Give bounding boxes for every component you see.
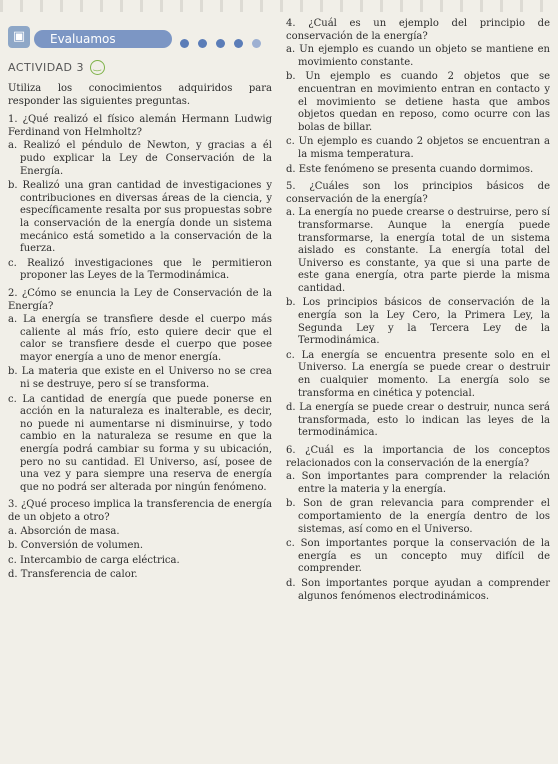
option-b[interactable]: b. Realizó una gran cantidad de investigaciones y contribuciones en diversas áreas de la ciencia, y específicamente resalta por sus propuestas sobre la conservación de la energía donde un sistema mecánico está sometido a la conservación de la fuerza. [8,180,272,255]
option-d[interactable]: d. Transferencia de calor. [8,569,138,581]
activity-text: ACTIVIDAD 3 [8,61,85,74]
dot [180,39,189,48]
option-a[interactable]: a. Son importantes para comprender la relación entre la materia y la energía. [286,471,550,495]
question-2 [8,288,272,495]
dot [252,39,261,48]
question-number: 6. [286,445,296,456]
question-text [286,445,550,470]
question-number: 2. [8,287,18,299]
dot [216,39,225,48]
question-4 [286,18,550,176]
question-text [8,499,272,524]
question-number: 3. [8,499,18,511]
option-a[interactable]: a. Un ejemplo es cuando un objeto se mantiene en movimiento constante. [286,44,550,68]
question-number: 1. [8,114,18,126]
option-c[interactable]: c. Realizó investigaciones que le permitieron proponer las Leyes de la Termodinámica. [8,257,272,282]
option-a[interactable]: a. La energía no puede crearse o destruirse, pero sí transformarse. Aunque la energía puede transformarse, la energía total de un sistema aislado es constante. La energía total del Universo es constante, ya que si una parte de este gana energía, otra parte pierde la misma cantidad. [286,207,550,294]
option-b[interactable]: b. Un ejemplo es cuando 2 objetos que se encuentran en movimiento entran en contacto y el movimiento se detiene hasta que ambos objetos quedan en reposo, como ocurre con las bolas de billar. [286,71,550,133]
right-column [286,18,550,605]
dot [198,39,207,48]
option-d[interactable]: d. Son importantes porque ayudan a comprender algunos fenómenos electrodinámicos. [286,577,550,602]
option-d[interactable]: d. La energía se puede crear o destruir, nunca será transformada, esto lo indican las leyes de la termodinámica. [286,402,550,439]
dot [234,39,243,48]
question-text [8,288,272,313]
question-text [286,18,550,43]
question-body: ¿Cuáles son los principios básicos de conservación de la energía? [286,181,551,205]
activity-label [8,60,272,75]
section-title: Evaluamos [50,32,116,46]
option-b[interactable]: b. Los principios básicos de conservación de la energía son la Ley Cero, la Primera Ley, la Segunda Ley y la Tercera Ley de la Termodinámica. [286,297,550,347]
option-c[interactable]: c. Intercambio de carga eléctrica. [8,554,180,566]
question-3 [8,499,272,582]
question-text [286,181,550,206]
option-a[interactable]: a. Absorción de masa. [8,525,120,537]
question-body: ¿Qué realizó el físico alemán Hermann Ludwig Ferdinand von Helmholtz? [8,114,272,138]
option-c[interactable]: c. La energía se encuentra presente solo en el Universo. La energía se puede crear o destruir en cualquier momento. La energía solo se transforma en cinética y potencial. [286,349,550,399]
question-5 [286,181,550,440]
section-banner [8,20,272,56]
option-d[interactable]: d. Este fenómeno se presenta cuando dormimos. [286,163,534,175]
question-1 [8,114,272,283]
question-6 [286,445,550,603]
question-text [8,114,272,139]
option-c[interactable]: c. Un ejemplo es cuando 2 objetos se encuentran a la misma temperatura. [286,136,550,160]
progress-dots [180,33,270,45]
book-icon: ▣ [8,26,30,48]
question-body: ¿Cuál es un ejemplo del principio de conservación de la energía? [286,18,550,42]
smile-icon: ‿ [90,60,105,75]
option-b[interactable]: b. Son de gran relevancia para comprender el comportamiento de la energía dentro de los sistemas, así como en el Universo. [286,498,550,535]
question-body: ¿Qué proceso implica la transferencia de energía de un objeto a otro? [8,499,272,523]
option-b[interactable]: b. Conversión de volumen. [8,540,144,552]
option-c[interactable]: c. La cantidad de energía que puede ponerse en acción en la naturaleza es inalterable, es decir, no puede ni aumentarse ni disminuirse, y todo cambio en la naturaleza se resume en que la energía podrá cambiar su forma y su ubicación, pero no su cantidad. El Universo, así, posee de una vez y para siempre una reserva de energía que no podrá ser alterada por ningún fenómeno. [8,393,272,493]
option-a[interactable]: a. Realizó el péndulo de Newton, y gracias a él pudo explicar la Ley de Conservación de la Energía. [8,140,272,177]
notebook-spiral [0,0,558,12]
question-body: ¿Cuál es la importancia de los conceptos relacionados con la conservación de la energía? [286,445,550,469]
instructions: Utiliza los conocimientos adquiridos para responder las siguientes preguntas. [8,83,272,107]
option-b[interactable]: b. La materia que existe en el Universo no se crea ni se destruye, pero sí se transforma. [8,366,272,391]
question-number: 4. [286,18,296,29]
question-number: 5. [286,181,296,193]
left-column [8,14,272,584]
option-a[interactable]: a. La energía se transfiere desde el cuerpo más caliente al más frío, esto quiere decir que el calor se transfiere desde el cuerpo que posee mayor energía a uno de menor energía. [8,314,272,363]
option-c[interactable]: c. Son importantes porque la conservación de la energía es un concepto muy difícil de comprender. [286,538,550,575]
question-body: ¿Cómo se enuncia la Ley de Conservación de la Energía? [8,287,272,312]
